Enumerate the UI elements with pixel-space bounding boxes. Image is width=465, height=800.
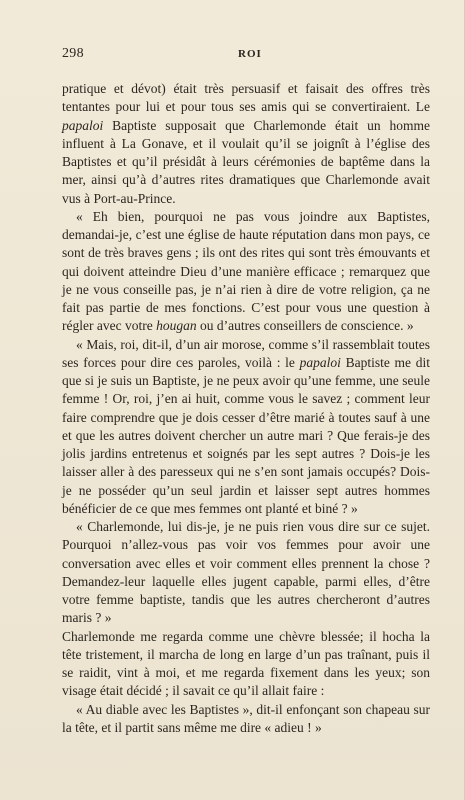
paragraph-3 bbox=[62, 336, 430, 519]
italic-term: papaloi bbox=[299, 354, 341, 370]
paragraph-5 bbox=[62, 628, 430, 701]
paragraph-text: Charlemonde me regarda comme une chèvre blessée; il hocha la tête tristement, il marcha de long en large d’un pas traînant, puis il se raidit, vint à moi, et me regarda fixement dans les yeux; son visage était décidé ; il savait ce qu’il allait faire : bbox=[62, 628, 430, 699]
paragraph-text: « Au diable avec les Baptistes », dit-il enfonçant son chapeau sur la tête, et il partit sans même me dire « adieu ! » bbox=[62, 701, 430, 735]
paragraph-1 bbox=[62, 80, 430, 208]
paragraph-text: « Mais, roi, dit-il, d’un air morose, comme s’il rassemblait toutes ses forces pour dire ces paroles, voilà : le bbox=[62, 336, 430, 370]
paragraph-text: Baptiste me dit que si je suis un Baptiste, je ne peux avoir qu’une femme, une seule femme ! Or, roi, j’en ai huit, comme vous le savez ; comment leur faire comprendre que je dois cesser d’être marié à toutes sauf à une et que les autres doivent chercher un autre mari ? Que ferais-je des jolis jardins entretenus et soignés par les sept autres ? Dois-je les laisser aller à des paresseux qui ne s’en sont jamais occupés? Dois-je ne posséder qu’un seul jardin et laisser sept autres hommes bénéficier de ce que mes femmes ont planté et biné ? » bbox=[62, 354, 430, 516]
paragraph-text: « Charlemonde, lui dis-je, je ne puis rien vous dire sur ce sujet. Pourquoi n’allez-vous pas voir vos femmes pour avoir une conversation avec elles et voir comment elles prennent la chose ? Demandez-leur laquelle elles jugent capable, parmi elles, d’être votre femme baptiste, tandis que les autres chercheront d’autres maris ? » bbox=[62, 519, 430, 626]
paragraph-text: pratique et dévot) était très persuasif et faisait des offres très tentantes pour lui et pour tous ses amis qui se convertiraient. Le bbox=[62, 81, 430, 115]
italic-term: papaloi bbox=[62, 117, 104, 133]
paragraph-4 bbox=[62, 518, 430, 628]
paragraph-text: « Eh bien, pourquoi ne pas vous joindre aux Baptistes, demandai-je, c’est une église de haute réputation dans mon pays, ce sont de très braves gens ; ils ont des rites qui sont très émouvants et qui doivent atteindre Dieu d’une manière efficace ; remarquez que je ne vous conseille pas, je n’ai rien à dire de votre religion, ça ne fait pas partie de mes fonctions. C’est pour vous une question à régler avec votre bbox=[62, 208, 430, 334]
page-number: 298 bbox=[62, 46, 84, 61]
italic-term: hougan bbox=[156, 318, 197, 334]
paragraph-2 bbox=[62, 208, 430, 336]
paragraph-text: Baptiste supposait que Charlemonde était un homme influent à La Gonave, et il voulait qu’il se joignît à l’église des Baptistes et qu’il présidât à leurs cérémonies de baptême dans la mer, ainsi qu’à d’autres rites dramatiques que Charlemonde avait vus à Port-au-Prince. bbox=[62, 117, 430, 206]
paragraph-text: ou d’autres conseillers de conscience. » bbox=[196, 318, 414, 334]
page-header bbox=[62, 46, 428, 66]
page-body bbox=[62, 80, 430, 737]
paragraph-6 bbox=[62, 701, 430, 738]
running-title: ROI bbox=[238, 48, 262, 60]
